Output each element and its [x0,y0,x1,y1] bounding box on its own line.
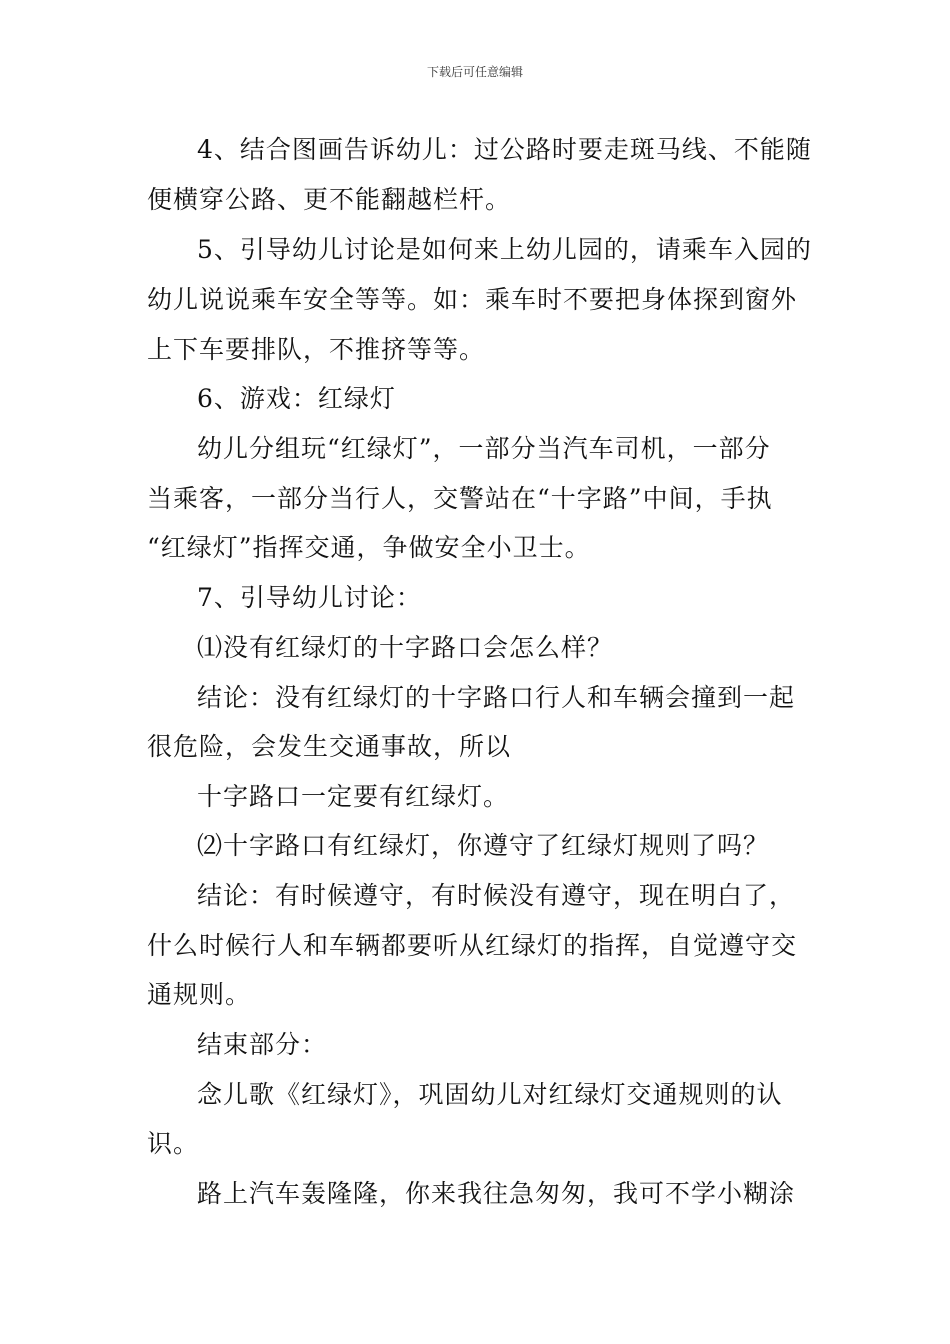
text-line: 什么时候行人和车辆都要听从红绿灯的指挥，自觉遵守交 [147,931,798,960]
text-line: 通规则。 [147,980,252,1009]
text-line: ⑴没有红绿灯的十字路口会怎么样？ [197,633,614,662]
text-line: 幼儿说说乘车安全等等。如：乘车时不要把身体探到窗外 [147,285,798,314]
text-line: 十字路口一定要有红绿灯。 [197,782,510,811]
page-header: 下载后可任意编辑 [426,65,523,79]
text-line: 便横穿公路、更不能翻越栏杆。 [147,185,512,214]
text-line: 很危险，会发生交通事故，所以 [147,732,512,761]
text-line: 路上汽车轰隆隆，你来我往急匆匆，我可不学小糊涂 [197,1179,796,1208]
text-line: 结论：有时候遵守，有时候没有遵守，现在明白了， [197,881,796,910]
text-line: 6、游戏：红绿灯 [197,384,396,413]
text-line: “红绿灯”指挥交通，争做安全小卫士。 [147,533,591,562]
text-line: 念儿歌《红绿灯》，巩固幼儿对红绿灯交通规则的认 [197,1080,783,1109]
text-line: 当乘客，一部分当行人，交警站在“十字路”中间，手执 [147,484,773,513]
text-line: 5、引导幼儿讨论是如何来上幼儿园的，请乘车入园的 [197,235,812,264]
text-line: 7、引导幼儿讨论： [197,583,422,612]
text-line: ⑵十字路口有红绿灯，你遵守了红绿灯规则了吗？ [197,831,770,860]
text-line: 结束部分： [197,1030,328,1059]
text-line: 上下车要排队，不推挤等等。 [147,335,486,364]
text-line: 4、结合图画告诉幼儿：过公路时要走斑马线、不能随 [197,135,812,164]
text-line: 结论：没有红绿灯的十字路口行人和车辆会撞到一起 [197,683,796,712]
text-line: 幼儿分组玩“红绿灯”，一部分当汽车司机，一部分 [197,434,771,463]
text-line: 识。 [147,1129,200,1158]
